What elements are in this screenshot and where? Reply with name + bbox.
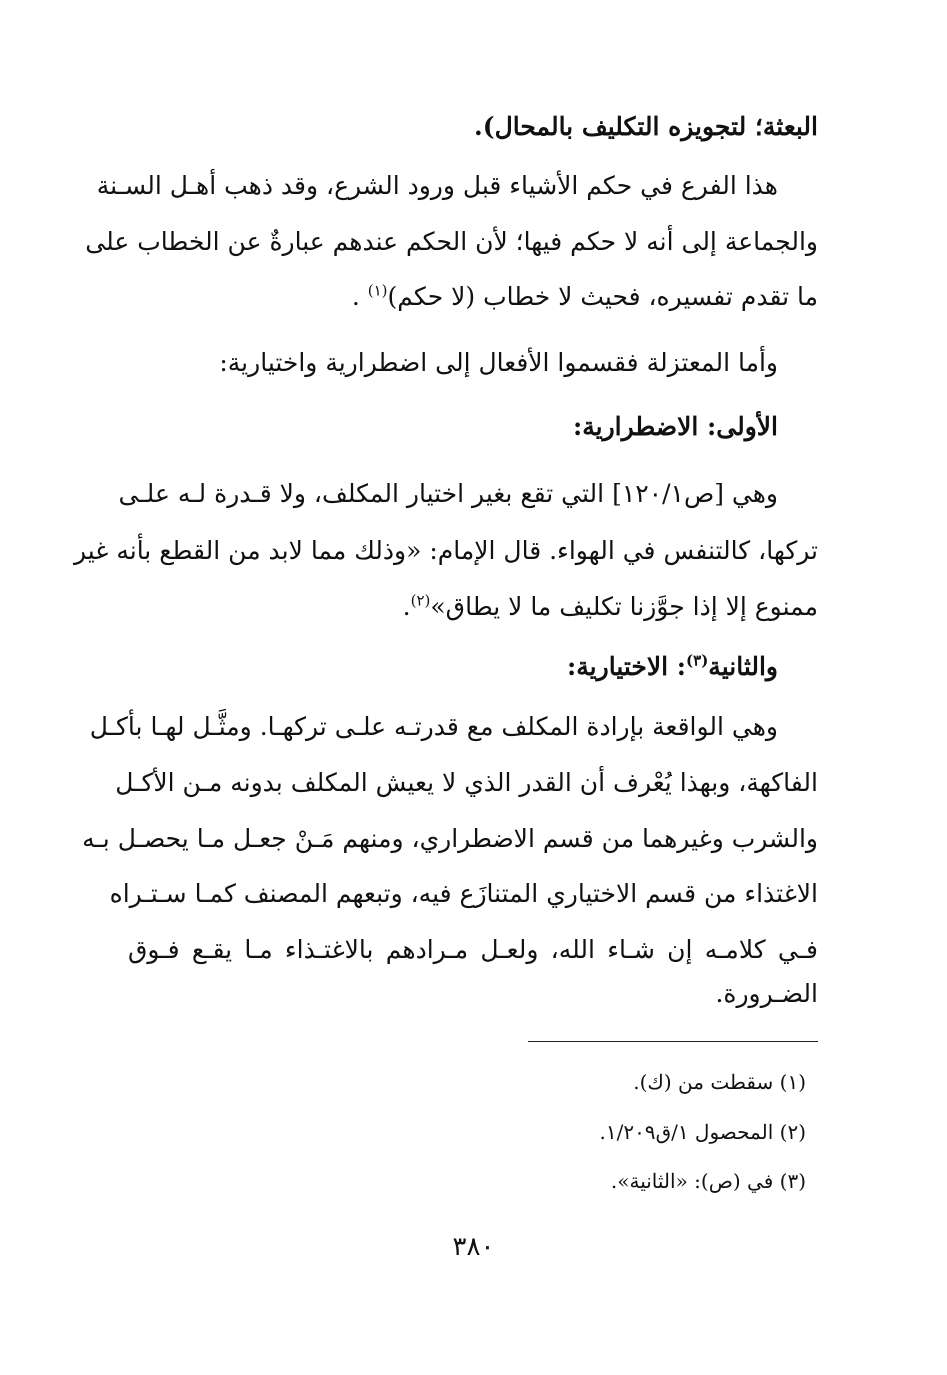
- text-line-14: الاغتذاء من قسم الاختياري المتنازَع فيه، وتبعهم المصنف كمـا سـتـراه: [109, 879, 818, 908]
- book-page: [73, 0, 818, 1375]
- text-line-4: [128, 280, 818, 314]
- text-line-8: تركها، كالتنفس في الهواء. قال الإمام: «وذلك مما لابد من القطع بأنه غير: [73, 536, 818, 565]
- page-number: ٣٨٠: [452, 1232, 495, 1262]
- text-line-5: وأما المعتزلة فقسموا الأفعال إلى اضطرارية واختيارية:: [219, 348, 778, 377]
- paragraph-2-line-3: ممنوع إلا إذا جوَّزنا تكليف ما لا يطاق»: [430, 592, 818, 621]
- text-line-12: الفاكهة، وبهذا يُعْرف أن القدر الذي لا يعيش المكلف بدونه مـن الأكـل: [115, 768, 818, 797]
- text-line-11: [89, 710, 778, 744]
- footnote-ref-3[interactable]: (٣): [686, 651, 709, 670]
- paragraph-1-line-3: ما تقدم تفسيره، فحيث لا خطاب (لا حكم): [387, 282, 818, 311]
- paragraph-3-line-1: وهي الواقعة بإرادة المكلف مع قدرتـه علـى تركهـا. ومثَّـل لهـا بأكـل: [89, 712, 778, 741]
- heading-second: [128, 650, 778, 684]
- paragraph-1-line-1: هذا الفرع في حكم الأشياء قبل ورود الشرع، وقد ذهب أهـل السـنة: [96, 171, 778, 200]
- text-line-3: والجماعة إلى أنه لا حكم فيها؛ لأن الحكم عندهم عبارةٌ عن الخطاب على: [85, 227, 818, 256]
- heading-second-word: والثانية: [708, 652, 778, 681]
- text-line-15: فـي كلامـه إن شـاء الله، ولعـل مـرادهم بالاغتـذاء مـا يقـع فـوق: [128, 935, 818, 964]
- text-line-1: البعثة؛ لتجويزه التكليف بالمحال).: [474, 112, 818, 141]
- text-line-13: والشرب وغيرهما من قسم الاضطراري، ومنهم مَـنْ جعـل مـا يحصـل بـه: [82, 824, 818, 853]
- heading-first: الأولى: الاضطرارية:: [572, 412, 778, 441]
- heading-second-rest: : الاختيارية:: [567, 652, 687, 681]
- text-line-9: [128, 590, 818, 624]
- footnote-3: (٣) في (ص): «الثانية».: [610, 1169, 806, 1193]
- line-end-punct-2: .: [402, 592, 411, 621]
- paragraph-2-line-1: وهي [ص١٢٠/١] التي تقع بغير اختيار المكلف، ولا قـدرة لـه علـى: [118, 479, 778, 508]
- footnote-1: (١) سقطت من (ك).: [633, 1070, 806, 1094]
- footnote-ref-1[interactable]: (١): [367, 281, 388, 300]
- footnote-separator: [528, 1041, 818, 1042]
- text-line-16: الضـرورة.: [715, 979, 818, 1008]
- footnote-2: (٢) المحصول ١/ق١/٢٠٩.: [599, 1120, 806, 1144]
- line-end-punct: .: [351, 282, 368, 311]
- text-line-2: [96, 169, 778, 203]
- text-line-7: [118, 477, 778, 511]
- footnote-ref-2[interactable]: (٢): [410, 591, 431, 610]
